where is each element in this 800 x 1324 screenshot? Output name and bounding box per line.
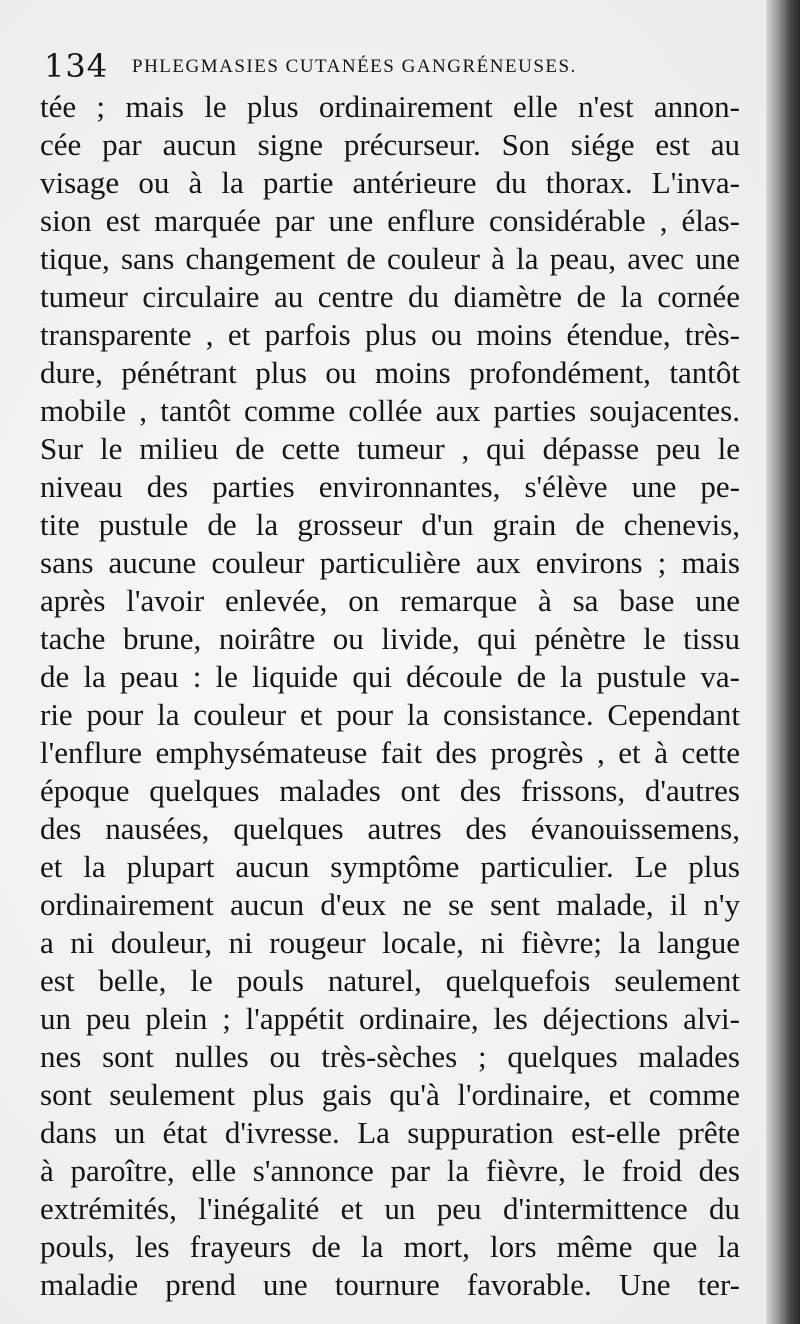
running-title: PHLEGMASIES CUTANÉES GANGRÉNEUSES. xyxy=(132,56,577,77)
text-line: tumeur circulaire au centre du diamètre de la cornée xyxy=(40,279,740,314)
page-number: 134 xyxy=(44,47,109,85)
text-line: un peu plein ; l'appétit ordinaire, les déjections alvi- xyxy=(40,1001,740,1036)
text-line: mobile , tantôt comme collée aux parties soujacentes. xyxy=(40,393,740,428)
text-line: tache brune, noirâtre ou livide, qui pénètre le tissu xyxy=(40,621,740,656)
text-line: cée par aucun signe précurseur. Son siége est au xyxy=(40,127,740,162)
text-line: visage ou à la partie antérieure du thorax. L'inva- xyxy=(40,165,740,200)
text-line: transparente , et parfois plus ou moins étendue, très- xyxy=(40,317,740,352)
text-line: nes sont nulles ou très-sèches ; quelques malades xyxy=(40,1039,740,1074)
page-header xyxy=(44,46,744,86)
text-line: a ni douleur, ni rougeur locale, ni fièvre; la langue xyxy=(40,925,740,960)
text-line: époque quelques malades ont des frissons, d'autres xyxy=(40,773,740,808)
text-line: Sur le milieu de cette tumeur , qui dépasse peu le xyxy=(40,431,740,466)
text-line: des nausées, quelques autres des évanouissemens, xyxy=(40,811,740,846)
text-line: après l'avoir enlevée, on remarque à sa base une xyxy=(40,583,740,618)
text-line: rie pour la couleur et pour la consistance. Cependant xyxy=(40,697,740,732)
text-line: est belle, le pouls naturel, quelquefois seulement xyxy=(40,963,740,998)
body-text xyxy=(40,88,740,1304)
text-line: dure, pénétrant plus ou moins profondément, tantôt xyxy=(40,355,740,390)
text-line: niveau des parties environnantes, s'élève une pe- xyxy=(40,469,740,504)
text-line: tée ; mais le plus ordinairement elle n'est annon- xyxy=(40,89,740,124)
text-line: ordinairement aucun d'eux ne se sent malade, il n'y xyxy=(40,887,740,922)
text-line: dans un état d'ivresse. La suppuration est-elle prête xyxy=(40,1115,740,1150)
text-line: sion est marquée par une enflure considérable , élas- xyxy=(40,203,740,238)
text-line: à paroître, elle s'annonce par la fièvre, le froid des xyxy=(40,1153,740,1188)
text-line: tique, sans changement de couleur à la peau, avec une xyxy=(40,241,740,276)
page-edge-shadow xyxy=(766,0,800,1324)
text-line: extrémités, l'inégalité et un peu d'intermittence du xyxy=(40,1191,740,1226)
text-line: sans aucune couleur particulière aux environs ; mais xyxy=(40,545,740,580)
text-line: l'enflure emphysémateuse fait des progrès , et à cette xyxy=(40,735,740,770)
text-line: de la peau : le liquide qui découle de la pustule va- xyxy=(40,659,740,694)
text-line: pouls, les frayeurs de la mort, lors même que la xyxy=(40,1229,740,1264)
text-line: sont seulement plus gais qu'à l'ordinaire, et comme xyxy=(40,1077,740,1112)
text-line: maladie prend une tournure favorable. Une ter- xyxy=(40,1267,740,1302)
text-line: tite pustule de la grosseur d'un grain de chenevis, xyxy=(40,507,740,542)
text-line: et la plupart aucun symptôme particulier. Le plus xyxy=(40,849,740,884)
